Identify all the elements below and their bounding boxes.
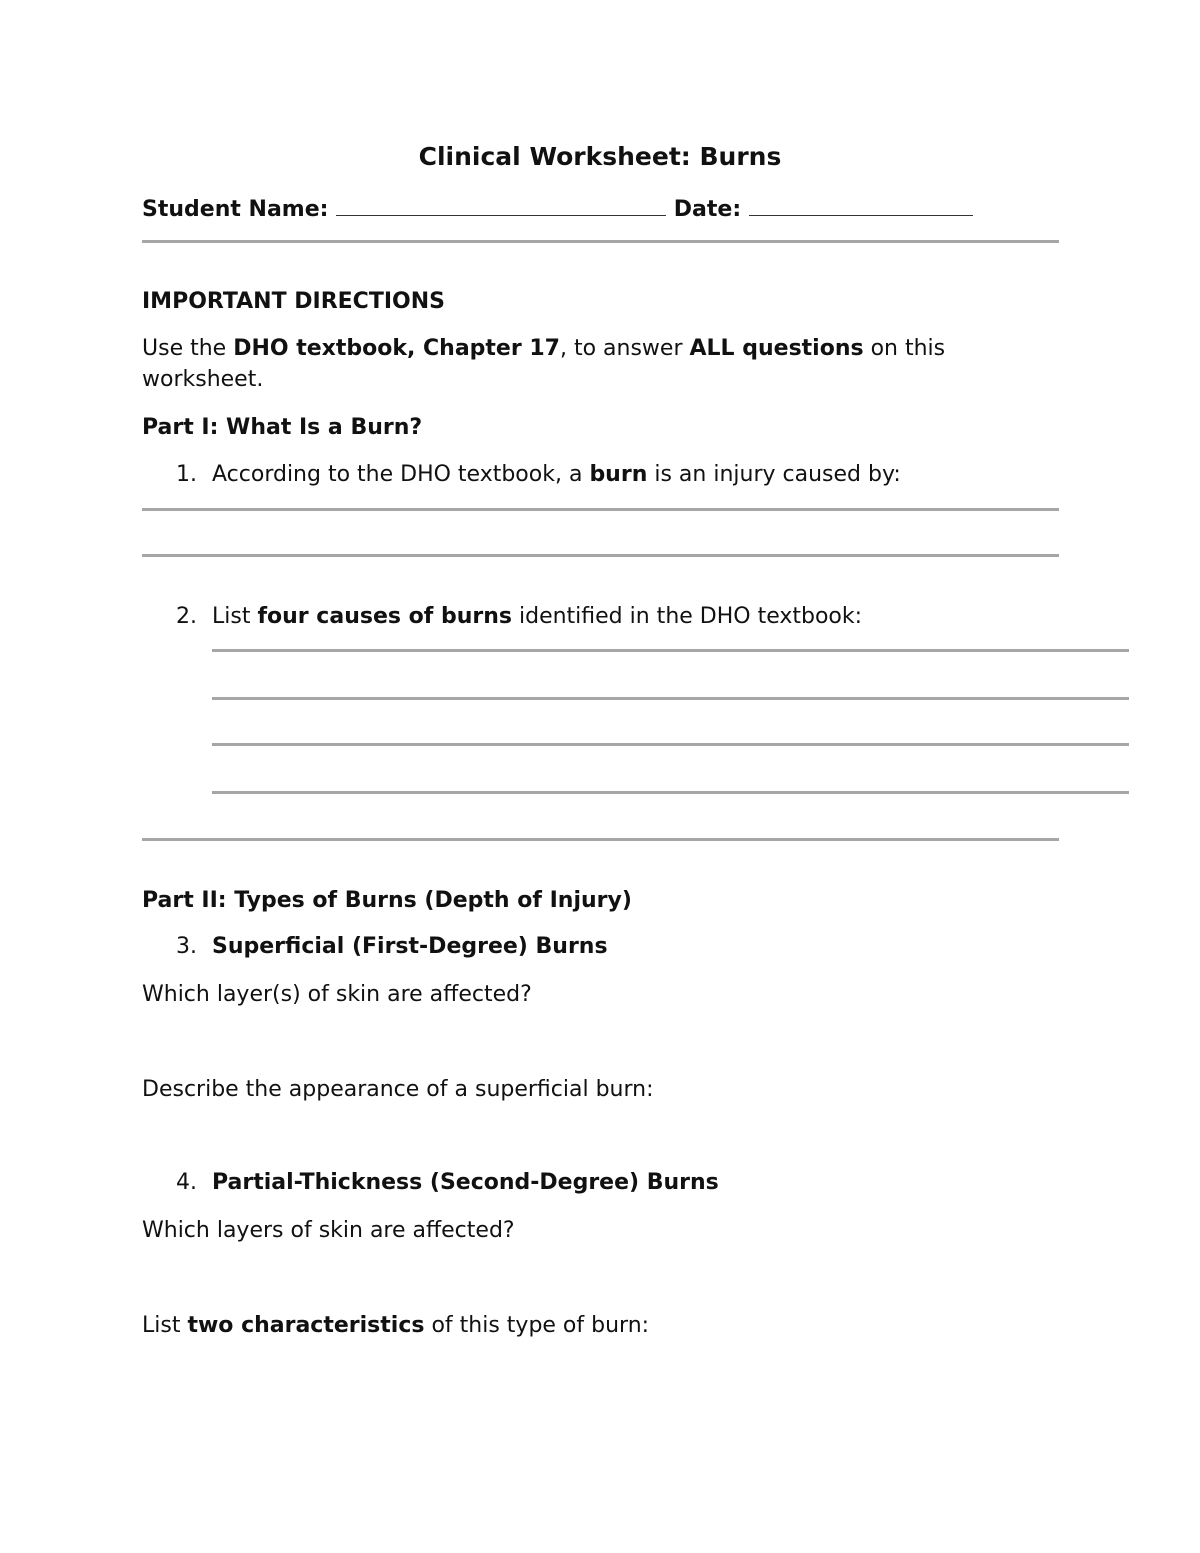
- question-1-text-part: According to the DHO textbook, a: [212, 462, 590, 487]
- question-4-title: Partial-Thickness (Second-Degree) Burns: [212, 1170, 719, 1195]
- header-divider: [142, 240, 1059, 243]
- question-4-prompt-layers: Which layers of skin are affected?: [142, 1218, 515, 1243]
- answer-line-q2-1[interactable]: [212, 649, 1129, 652]
- question-1-text-part: is an injury caused by:: [647, 462, 901, 487]
- question-2-text-part: List: [212, 604, 258, 629]
- directions-heading: IMPORTANT DIRECTIONS: [142, 289, 445, 314]
- question-2-keyword: four causes of burns: [257, 604, 512, 629]
- directions-text-part: on this: [863, 336, 946, 361]
- directions-text-part: , to answer: [559, 336, 690, 361]
- question-3-prompt-layers: Which layer(s) of skin are affected?: [142, 982, 532, 1007]
- date-label: Date:: [673, 197, 742, 222]
- question-4-keyword: two characteristics: [187, 1313, 425, 1338]
- question-4-prompt-part: of this type of burn:: [424, 1313, 650, 1338]
- question-1-text: [212, 460, 901, 490]
- directions-textbook-ref: DHO textbook, Chapter 17: [233, 336, 560, 361]
- question-2-text-part: identified in the DHO textbook:: [512, 604, 863, 629]
- question-2-number: 2.: [176, 604, 197, 629]
- answer-line-q1-2[interactable]: [142, 554, 1059, 557]
- directions-text-line2: worksheet.: [142, 367, 264, 392]
- directions-all-questions: ALL questions: [689, 336, 864, 361]
- answer-line-q2-3[interactable]: [212, 743, 1129, 746]
- part2-heading: Part II: Types of Burns (Depth of Injury): [142, 888, 632, 913]
- student-name-blank[interactable]: [336, 193, 666, 216]
- date-blank[interactable]: [749, 193, 973, 216]
- answer-line-q1-1[interactable]: [142, 508, 1059, 511]
- question-3-number: 3.: [176, 934, 197, 959]
- question-4-prompt-part: List: [142, 1313, 188, 1338]
- part1-heading: Part I: What Is a Burn?: [142, 415, 423, 440]
- answer-line-q2-4[interactable]: [212, 791, 1129, 794]
- question-3-prompt-appearance: Describe the appearance of a superficial burn:: [142, 1077, 654, 1102]
- question-1-keyword: burn: [589, 462, 648, 487]
- directions-text-line1: [142, 334, 945, 364]
- question-4-prompt-characteristics: [142, 1311, 649, 1341]
- directions-text-part: Use the: [142, 336, 234, 361]
- question-2-text: [212, 602, 862, 632]
- question-1-number: 1.: [176, 462, 197, 487]
- answer-line-q2-2[interactable]: [212, 697, 1129, 700]
- student-info-line: [142, 193, 973, 225]
- question-4-number: 4.: [176, 1170, 197, 1195]
- student-name-label: Student Name:: [142, 197, 329, 222]
- worksheet-title: Clinical Worksheet: Burns: [418, 142, 782, 171]
- section-divider: [142, 838, 1059, 841]
- question-3-title: Superficial (First-Degree) Burns: [212, 934, 608, 959]
